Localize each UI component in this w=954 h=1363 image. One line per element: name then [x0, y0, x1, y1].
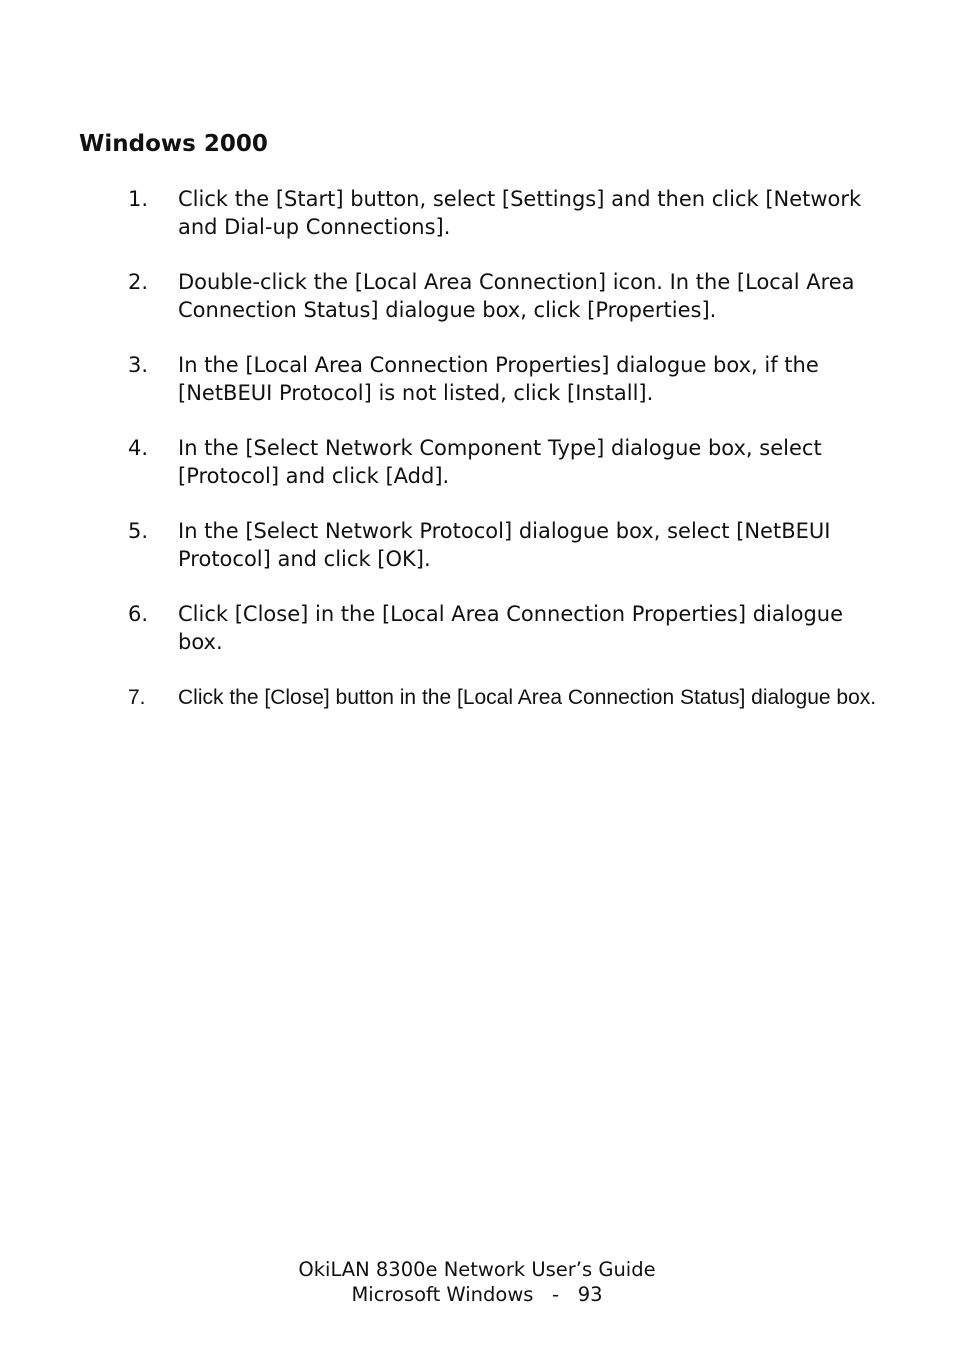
step-text: In the [Local Area Connection Properties] dialogue box, if the [NetBEUI Protocol] is not listed, click [Install].	[178, 353, 819, 405]
page-number: 93	[577, 1283, 603, 1306]
step-number: 2.	[128, 270, 149, 294]
footer-separator: -	[533, 1283, 578, 1306]
step-text: Double-click the [Local Area Connection] icon. In the [Local Area Connection Status] dialogue box, click [Properties].	[178, 270, 855, 322]
step-number: 3.	[128, 353, 149, 377]
step-text: Click the [Close] button in the [Local Area Connection Status] dialogue box.	[178, 686, 877, 709]
list-item	[0, 186, 954, 241]
step-number: 4.	[128, 436, 149, 460]
list-item	[0, 684, 954, 712]
step-number: 7.	[128, 686, 146, 709]
footer-section: Microsoft Windows	[351, 1283, 534, 1306]
step-text: Click the [Start] button, select [Settings] and then click [Network and Dial-up Connections].	[178, 187, 862, 239]
step-text: In the [Select Network Component Type] dialogue box, select [Protocol] and click [Add].	[178, 436, 822, 488]
list-item	[0, 518, 954, 573]
instruction-list	[0, 186, 954, 740]
list-item	[0, 601, 954, 656]
footer-guide-title: OkiLAN 8300e Network User’s Guide	[298, 1258, 656, 1281]
step-text: Click [Close] in the [Local Area Connection Properties] dialogue box.	[178, 602, 844, 654]
footer-section-line	[0, 1282, 954, 1307]
list-item	[0, 435, 954, 490]
section-heading: Windows 2000	[79, 131, 268, 157]
step-number: 1.	[128, 187, 149, 211]
step-number: 5.	[128, 519, 149, 543]
list-item	[0, 352, 954, 407]
page-footer	[0, 1257, 954, 1307]
list-item	[0, 269, 954, 324]
step-number: 6.	[128, 602, 149, 626]
step-text: In the [Select Network Protocol] dialogue box, select [NetBEUI Protocol] and click [OK].	[178, 519, 831, 571]
